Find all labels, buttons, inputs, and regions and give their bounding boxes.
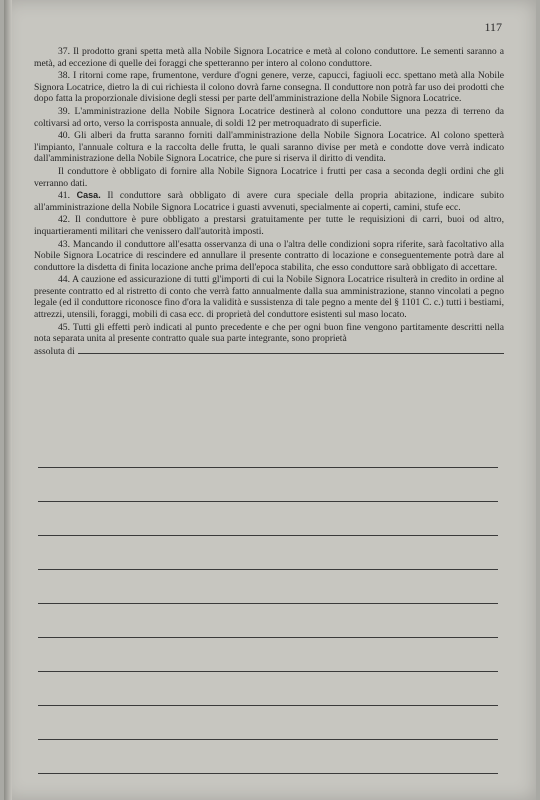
- contract-text: [34, 46, 504, 357]
- paragraph-40-continued: Il conduttore è obbligato di fornire alla Nobile Signora Locatrice i frutti per casa a seconda degli ordini che gli verranno dati.: [34, 165, 504, 189]
- final-line-lead: assoluta di: [34, 345, 75, 357]
- paragraph-43: 43. Mancando il conduttore all'esatta osservanza di una o l'altra delle condizioni sopra riferite, sarà facoltativo alla Nobile Signora Locatrice di rescindere ed annullare il presente contratto di locazione e conseguentemente potrà dare al conduttore la disdetta di finita locazione anche prima dell'epoca stabilita, che esso conduttore sarà obbligato di accettare.: [34, 238, 504, 273]
- paragraph-39: 39. L'amministrazione della Nobile Signora Locatrice destinerà al colono conduttore una pezza di terreno da coltivarsi ad orto, verso la corrisposta annuale, di soldi 12 per metroquadrato di superficie.: [34, 105, 504, 129]
- paragraph-42: 42. Il conduttore è pure obbligato a prestarsi gratuitamente per tutte le requisizioni di carri, buoi od altro, inquartieramenti militari che venissero dall'autorità imposti.: [34, 214, 505, 237]
- blank-writing-line[interactable]: [38, 671, 498, 672]
- page-edge-shadow: [4, 0, 12, 800]
- document-page: [4, 0, 536, 800]
- final-fill-line[interactable]: [34, 346, 504, 358]
- paragraph-44: 44. A cauzione ed assicurazione di tutti gl'importi di cui la Nobile Signora Locatrice risulterà in credito in ordine al presente contratto ed al ristretto di conto che verrà fatto annualmente dalla sua amministrazione, stanno vincolati a pegno legale (ed il conduttore riconosce fino d'ora la validità e sussistenza di tale pegno a mente del § 1101 C. c.) tutti i bestiami, attrezzi, utensili, foraggi, mobili di casa ecc. di proprietà del conduttore esistenti sul maso locato.: [34, 274, 505, 321]
- paragraph-41: 41. Casa. Il conduttore sarà obbligato di avere cura speciale della propria abitazione, indicare subito all'amministrazione della Nobile Signora Locatrice i guasti avvenuti, specialmente ai coperti, camini, stufe ecc.: [34, 190, 505, 213]
- paragraph-45: 45. Tutti gli effetti però indicati al punto precedente e che per ogni buon fine vengono partitamente descritti nella nota separata unita al presente contratto quale sua parte integrante, sono proprietà: [34, 321, 504, 345]
- blank-writing-line[interactable]: [38, 637, 498, 638]
- paragraph-40: 40. Gli alberi da frutta saranno forniti dall'amministrazione della Nobile Signora Locatrice. Al colono spetterà l'impianto, l'annuale coltura e la raccolta delle frutta, le quali saranno divise per metà e condotte dove verrà indicato dall'amministrazione della Nobile Signora Locatrice, che pure si riserva il diritto di vendita.: [34, 130, 504, 165]
- fill-underline[interactable]: [78, 353, 504, 354]
- page-number: 117: [484, 20, 502, 34]
- blank-writing-line[interactable]: [38, 467, 498, 468]
- blank-writing-line[interactable]: [38, 705, 498, 706]
- paragraph-heading-casa: Casa.: [76, 190, 101, 201]
- blank-writing-line[interactable]: [38, 773, 498, 774]
- paragraph-37: 37. Il prodotto grani spetta metà alla Nobile Signora Locatrice e metà al colono conduttore. Le sementi saranno a metà, ad eccezione di quelle dei foraggi che spetteranno per intero al colono conduttore.: [34, 46, 505, 69]
- blank-writing-line[interactable]: [38, 603, 498, 604]
- blank-writing-line[interactable]: [38, 739, 498, 740]
- blank-writing-line[interactable]: [38, 501, 498, 502]
- blank-writing-line[interactable]: [38, 535, 498, 536]
- blank-writing-line[interactable]: [38, 569, 498, 570]
- paragraph-38: 38. I ritorni come rape, frumentone, verdure d'ogni genere, verze, capucci, fagiuoli ecc. spettano metà alla Nobile Signora Locatrice, dietro la di cui richiesta il colono dovrà farne consegna. Il conduttore non potrà far uso dei prodotti che dopo fatta la proporzionale divisione degli stessi per parte dell'amministrazione della Nobile Signora Locatrice.: [34, 70, 504, 105]
